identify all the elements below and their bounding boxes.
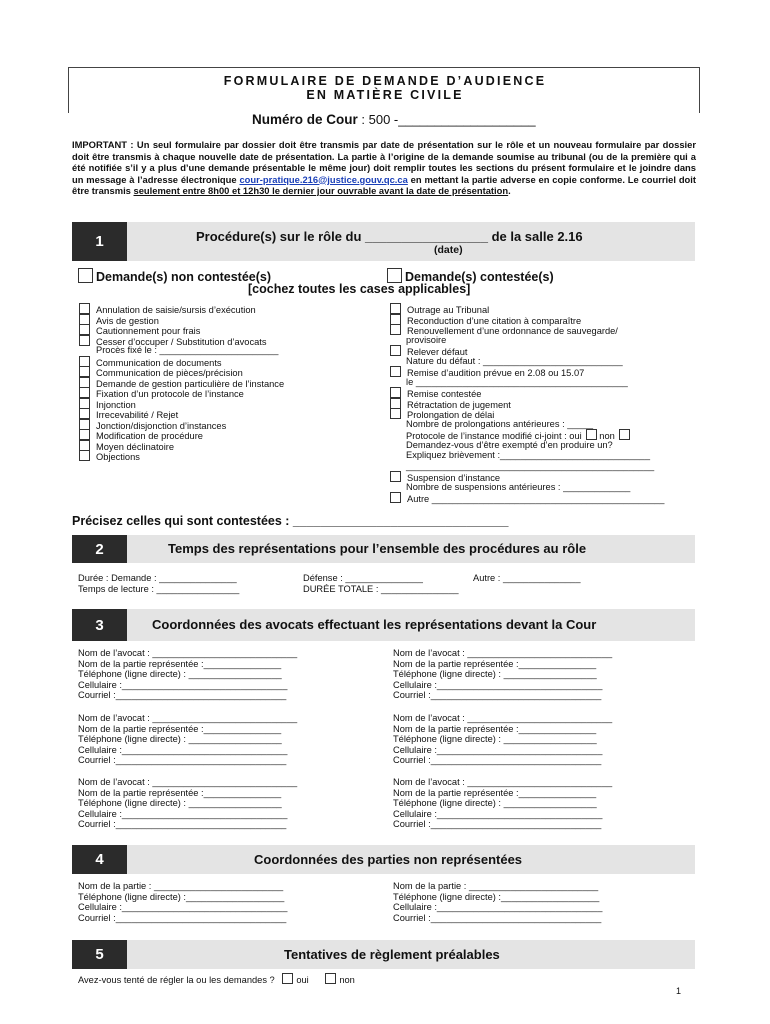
represented-party-field[interactable]: Nom de la partie représentée :_______________ (78, 658, 282, 669)
email-field[interactable]: Courriel :_________________________________ (78, 755, 287, 765)
checkbox-item[interactable]: Irrecevabilité / Rejet (79, 408, 178, 420)
party-email-field[interactable]: Courriel :_________________________________ (78, 912, 287, 923)
section-2-header (72, 535, 695, 563)
checkbox-item[interactable]: Injonction (79, 398, 136, 410)
contested-specify-field[interactable]: Précisez celles qui sont contestées : _______________________________ (72, 514, 509, 528)
direct-phone-field[interactable]: Téléphone (ligne directe) : __________________ (393, 734, 597, 744)
checkbox-item[interactable]: Reconduction d’une citation à comparaître (390, 314, 581, 326)
settlement-no-checkbox[interactable] (325, 973, 336, 984)
section-3-title: Coordonnées des avocats effectuant les représentations devant la Cour (152, 617, 597, 632)
party-phone-field[interactable]: Téléphone (ligne directe) :___________________ (78, 891, 285, 902)
checkbox-item[interactable]: Annulation de saisie/sursis d’exécution (79, 303, 256, 315)
checkbox-item[interactable]: Remise contestée (390, 387, 481, 399)
email-field[interactable]: Courriel :_________________________________ (78, 819, 287, 829)
checkbox[interactable] (79, 450, 90, 461)
section-2-title: Temps des représentations pour l’ensemble des procédures au rôle (168, 541, 587, 556)
section-4-number: 4 (72, 845, 127, 874)
cellphone-field[interactable]: Cellulaire :________________________________ (78, 679, 288, 690)
checkbox[interactable] (79, 324, 90, 335)
check-all-instruction: [cochez toutes les cases applicables] (248, 282, 471, 296)
court-number-label: Numéro de Cour (252, 112, 358, 127)
checkbox[interactable] (79, 303, 90, 314)
lawyer-name-field[interactable]: Nom de l’avocat : ____________________________ (78, 713, 298, 723)
checkbox[interactable] (390, 314, 401, 325)
direct-phone-field[interactable]: Téléphone (ligne directe) : __________________ (78, 798, 282, 808)
checkbox[interactable] (79, 429, 90, 440)
duration-defense-field[interactable]: Défense : _______________ (303, 573, 423, 583)
checkbox-item[interactable]: Objections (79, 450, 140, 462)
party-name-field[interactable]: Nom de la partie : _________________________ (78, 881, 284, 891)
form-title-line1: FORMULAIRE DE DEMANDE D’AUDIENCE (223, 74, 547, 88)
checkbox-item[interactable]: Suspension d’instance (390, 471, 500, 483)
checkbox-item[interactable]: Avis de gestion (79, 314, 159, 326)
email-field[interactable]: Courriel :_________________________________ (393, 755, 602, 765)
party-cellphone-field[interactable]: Cellulaire :________________________________ (393, 902, 603, 912)
checkbox-item[interactable]: Remise d’audition prévue en 2.08 ou 15.07 (390, 366, 584, 378)
party-cellphone-field[interactable]: Cellulaire :________________________________ (78, 902, 288, 912)
checkbox[interactable] (390, 366, 401, 377)
direct-phone-field[interactable]: Téléphone (ligne directe) : __________________ (393, 798, 597, 808)
direct-phone-field[interactable]: Téléphone (ligne directe) : __________________ (78, 734, 282, 744)
checkbox-item[interactable]: Communication de documents (79, 356, 222, 368)
date-label: (date) (434, 244, 463, 256)
checkbox[interactable] (79, 377, 90, 388)
represented-party-field[interactable]: Nom de la partie représentée :_______________ (393, 787, 597, 798)
protocol-yes-checkbox[interactable] (586, 429, 597, 440)
checkbox[interactable] (79, 408, 90, 419)
form-title-line2: EN MATIÈRE CIVILE (306, 88, 464, 102)
prior-suspensions-field[interactable]: Nombre de suspensions antérieures : _____________ (406, 481, 631, 492)
contested-heading[interactable]: Demande(s) contestée(s) (387, 268, 554, 284)
section-1-number: 1 (72, 222, 127, 261)
represented-party-field[interactable]: Nom de la partie représentée :_______________ (393, 658, 597, 669)
default-nature-field[interactable]: Nature du défaut : ___________________________ (406, 355, 623, 366)
party-phone-field[interactable]: Téléphone (ligne directe) :___________________ (393, 891, 600, 902)
important-notice: IMPORTANT : Un seul formulaire par dossier doit être transmis par date de présentation sur le rôle et un nouveau formulaire par dossier doit être transmis à chaque nouvelle date de présentation. La partie à l’origine de la demande soumise au tribunal (ou de la première qui a été notifiée s’il y a plus d’une demande présentable le même jour) doit remplir toutes les sections du présent formulaire et le joindre dans un message à l’adresse électronique cour-pratique.216@justice.gouv.qc.ca en mettant la partie adverse en copie conforme. Le courriel doit être transmis seulement entre 8h00 et 12h30 le dernier jour ouvrable avant la date de présentation. (72, 139, 696, 196)
yes-label: oui (296, 975, 309, 985)
checkbox[interactable] (79, 366, 90, 377)
checkbox-item[interactable]: Communication de pièces/précision (79, 366, 243, 378)
represented-party-field[interactable]: Nom de la partie représentée :_______________ (78, 723, 282, 734)
checkbox[interactable] (390, 324, 401, 335)
checkbox-item[interactable]: Cesser d’occuper / Substitution d’avocats (79, 335, 267, 347)
lawyer-name-field[interactable]: Nom de l’avocat : ____________________________ (78, 777, 298, 787)
settlement-question-row (78, 973, 355, 985)
checkbox-item[interactable]: Renouvellement d’une ordonnance de sauvegarde/ (390, 324, 618, 336)
checkbox[interactable] (390, 303, 401, 314)
no-label: non (339, 975, 355, 985)
checkbox-item[interactable]: Relever défaut (390, 345, 467, 357)
checkbox[interactable] (79, 440, 90, 451)
email-field[interactable]: Courriel :_________________________________ (393, 819, 602, 829)
lawyer-name-field[interactable]: Nom de l’avocat : ____________________________ (393, 713, 613, 723)
section-5-title: Tentatives de règlement préalables (284, 947, 500, 962)
section-3-number: 3 (72, 609, 127, 641)
represented-party-field[interactable]: Nom de la partie représentée :_______________ (78, 787, 282, 798)
checkbox[interactable] (79, 398, 90, 409)
checkbox[interactable] (79, 419, 90, 430)
uncontested-heading[interactable]: Demande(s) non contestée(s) (78, 268, 271, 284)
section-5-number: 5 (72, 940, 127, 969)
item-continuation: provisoire (406, 334, 447, 345)
checkbox-item[interactable]: Autre _____________________________________________ (390, 492, 664, 504)
lawyer-name-field[interactable]: Nom de l’avocat : ____________________________ (78, 648, 298, 658)
checkbox-item[interactable]: Cautionnement pour frais (79, 324, 200, 336)
lawyer-name-field[interactable]: Nom de l’avocat : ____________________________ (393, 648, 613, 658)
protocol-modified-row[interactable]: Protocole de l’instance modifié ci-joint : oui non (406, 429, 636, 441)
checkbox-item[interactable]: Jonction/disjonction d’instances (79, 419, 226, 431)
checkbox-item[interactable]: Demande de gestion particulière de l’instance (79, 377, 284, 389)
prior-extensions-field[interactable]: Nombre de prolongations antérieures : _____ (406, 418, 594, 429)
checkbox-item[interactable]: Fixation d’un protocole de l’instance (79, 387, 244, 399)
total-duration-field[interactable]: DURÉE TOTALE : _______________ (303, 583, 459, 594)
settlement-yes-checkbox[interactable] (282, 973, 293, 984)
checkbox-item[interactable]: Modification de procédure (79, 429, 203, 441)
court-number-field[interactable]: : 500 -___________________ (361, 112, 536, 127)
cellphone-field[interactable]: Cellulaire :________________________________ (78, 808, 288, 819)
direct-phone-field[interactable]: Téléphone (ligne directe) : __________________ (393, 669, 597, 679)
page-number: 1 (676, 986, 682, 996)
cellphone-field[interactable]: Cellulaire :________________________________ (393, 679, 603, 690)
direct-phone-field[interactable]: Téléphone (ligne directe) : __________________ (78, 669, 282, 679)
checkbox[interactable] (390, 345, 401, 356)
checkbox[interactable] (390, 387, 401, 398)
checkbox-item[interactable]: Moyen déclinatoire (79, 440, 174, 452)
checkbox[interactable] (390, 492, 401, 503)
cellphone-field[interactable]: Cellulaire :________________________________ (78, 744, 288, 755)
protocol-no-checkbox[interactable] (619, 429, 630, 440)
settlement-question: Avez-vous tenté de régler la ou les demandes ? (78, 975, 275, 985)
represented-party-field[interactable]: Nom de la partie représentée :_______________ (393, 723, 597, 734)
checkbox[interactable] (390, 408, 401, 419)
trial-date-field[interactable]: Procès fixé le : _______________________ (96, 345, 279, 355)
explain-field-line2[interactable]: ________________________________________________ (406, 460, 655, 471)
contested-checkbox[interactable] (387, 268, 402, 283)
checkbox-item[interactable]: Prolongation de délai (390, 408, 494, 420)
email-field[interactable]: Courriel :_________________________________ (78, 690, 287, 700)
party-name-field[interactable]: Nom de la partie : _________________________ (393, 881, 599, 891)
checkbox-item[interactable]: Outrage au Tribunal (390, 303, 489, 315)
exemption-question: Demandez-vous d’être exempté d’en produire un? (406, 439, 613, 450)
postponement-date-field[interactable]: le _________________________________________ (406, 376, 628, 387)
reading-time-field[interactable]: Temps de lecture : ________________ (78, 583, 240, 594)
section-5-header (72, 940, 695, 969)
duration-request-field[interactable]: Durée : Demande : _______________ (78, 573, 237, 583)
section-4-title: Coordonnées des parties non représentées (254, 852, 523, 867)
section-3-header (72, 609, 695, 641)
court-number[interactable] (252, 112, 536, 127)
explain-field[interactable]: Expliquez brièvement :_____________________________ (406, 450, 650, 460)
lawyer-name-field[interactable]: Nom de l’avocat : ____________________________ (393, 777, 613, 787)
cellphone-field[interactable]: Cellulaire :________________________________ (393, 808, 603, 819)
email-link[interactable]: cour-pratique.216@justice.gouv.qc.ca (239, 173, 408, 185)
section-1-title: Procédure(s) sur le rôle du _________________ de la salle 2.16 (196, 229, 583, 244)
checkbox[interactable] (390, 398, 401, 409)
checkbox[interactable] (79, 356, 90, 367)
cellphone-field[interactable]: Cellulaire :________________________________ (393, 744, 603, 755)
section-4-header (72, 845, 695, 874)
section-2-number: 2 (72, 535, 127, 563)
checkbox[interactable] (79, 335, 90, 346)
duration-other-field[interactable]: Autre : _______________ (473, 573, 581, 583)
section-1-header (72, 222, 695, 261)
checkbox[interactable] (79, 314, 90, 325)
email-field[interactable]: Courriel :_________________________________ (393, 690, 602, 700)
party-email-field[interactable]: Courriel :_________________________________ (393, 912, 602, 923)
checkbox[interactable] (390, 471, 401, 482)
checkbox[interactable] (79, 387, 90, 398)
uncontested-checkbox[interactable] (78, 268, 93, 283)
checkbox-item[interactable]: Rétractation de jugement (390, 398, 511, 410)
